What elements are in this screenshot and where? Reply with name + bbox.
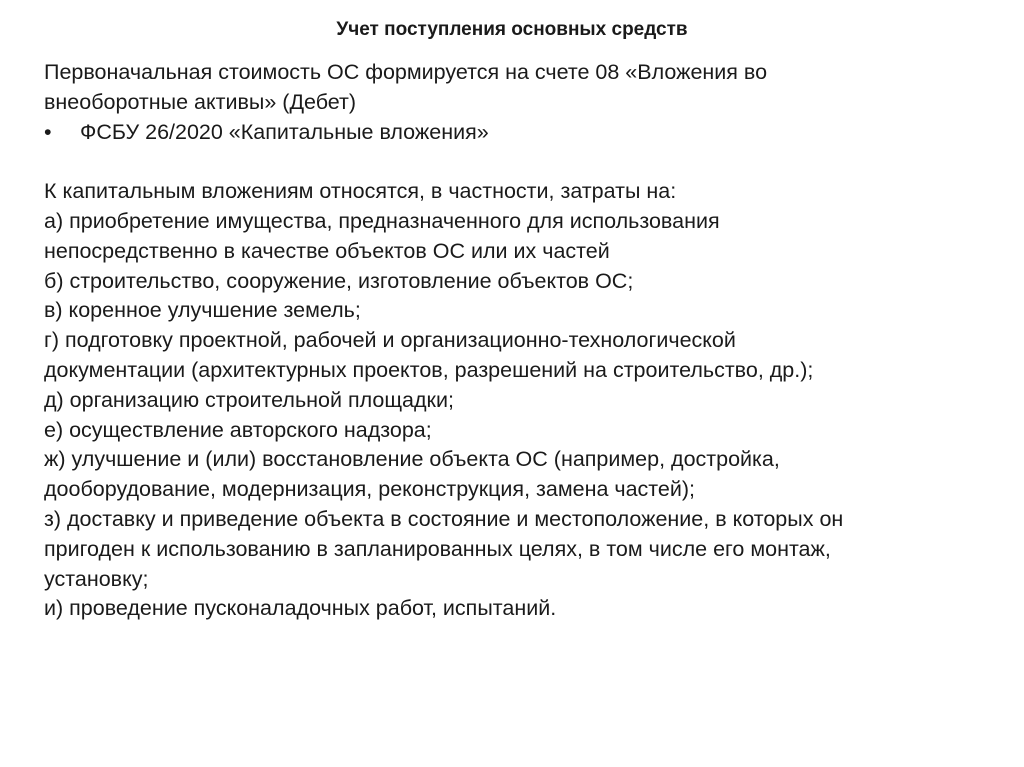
list-item: установку; <box>44 566 149 591</box>
list-item: г) подготовку проектной, рабочей и организационно-технологической <box>44 328 736 353</box>
list-item: в) коренное улучшение земель; <box>44 298 361 323</box>
bullet-item <box>44 118 984 148</box>
slide-content <box>44 58 984 624</box>
list-item: документации (архитектурных проектов, разрешений на строительство, др.); <box>44 357 814 382</box>
list-item: непосредственно в качестве объектов ОС или их частей <box>44 238 610 263</box>
list-item: а) приобретение имущества, предназначенного для использования <box>44 208 720 233</box>
list-item: д) организацию строительной площадки; <box>44 387 454 412</box>
slide-title: Учет поступления основных средств <box>336 19 688 40</box>
list-item: з) доставку и приведение объекта в состояние и местоположение, в которых он <box>44 506 844 531</box>
list-item: и) проведение пусконаладочных работ, испытаний. <box>44 596 557 621</box>
intro-line: внеоборотные активы» (Дебет) <box>44 89 357 114</box>
list-item: дооборудование, модернизация, реконструкция, замена частей); <box>44 477 695 502</box>
spacer <box>44 147 984 177</box>
list-item: ж) улучшение и (или) восстановление объекта ОС (например, достройка, <box>44 447 780 472</box>
list-item: е) осуществление авторского надзора; <box>44 417 432 442</box>
bullet-text: ФСБУ 26/2020 «Капитальные вложения» <box>80 119 489 144</box>
list-item: пригоден к использованию в запланированных целях, в том числе его монтаж, <box>44 536 831 561</box>
list-item: б) строительство, сооружение, изготовление объектов ОС; <box>44 268 634 293</box>
intro-line: Первоначальная стоимость ОС формируется на счете 08 «Вложения во <box>44 60 768 84</box>
bullet-icon: • <box>44 119 52 144</box>
list-intro: К капитальным вложениям относятся, в частности, затраты на: <box>44 179 677 204</box>
